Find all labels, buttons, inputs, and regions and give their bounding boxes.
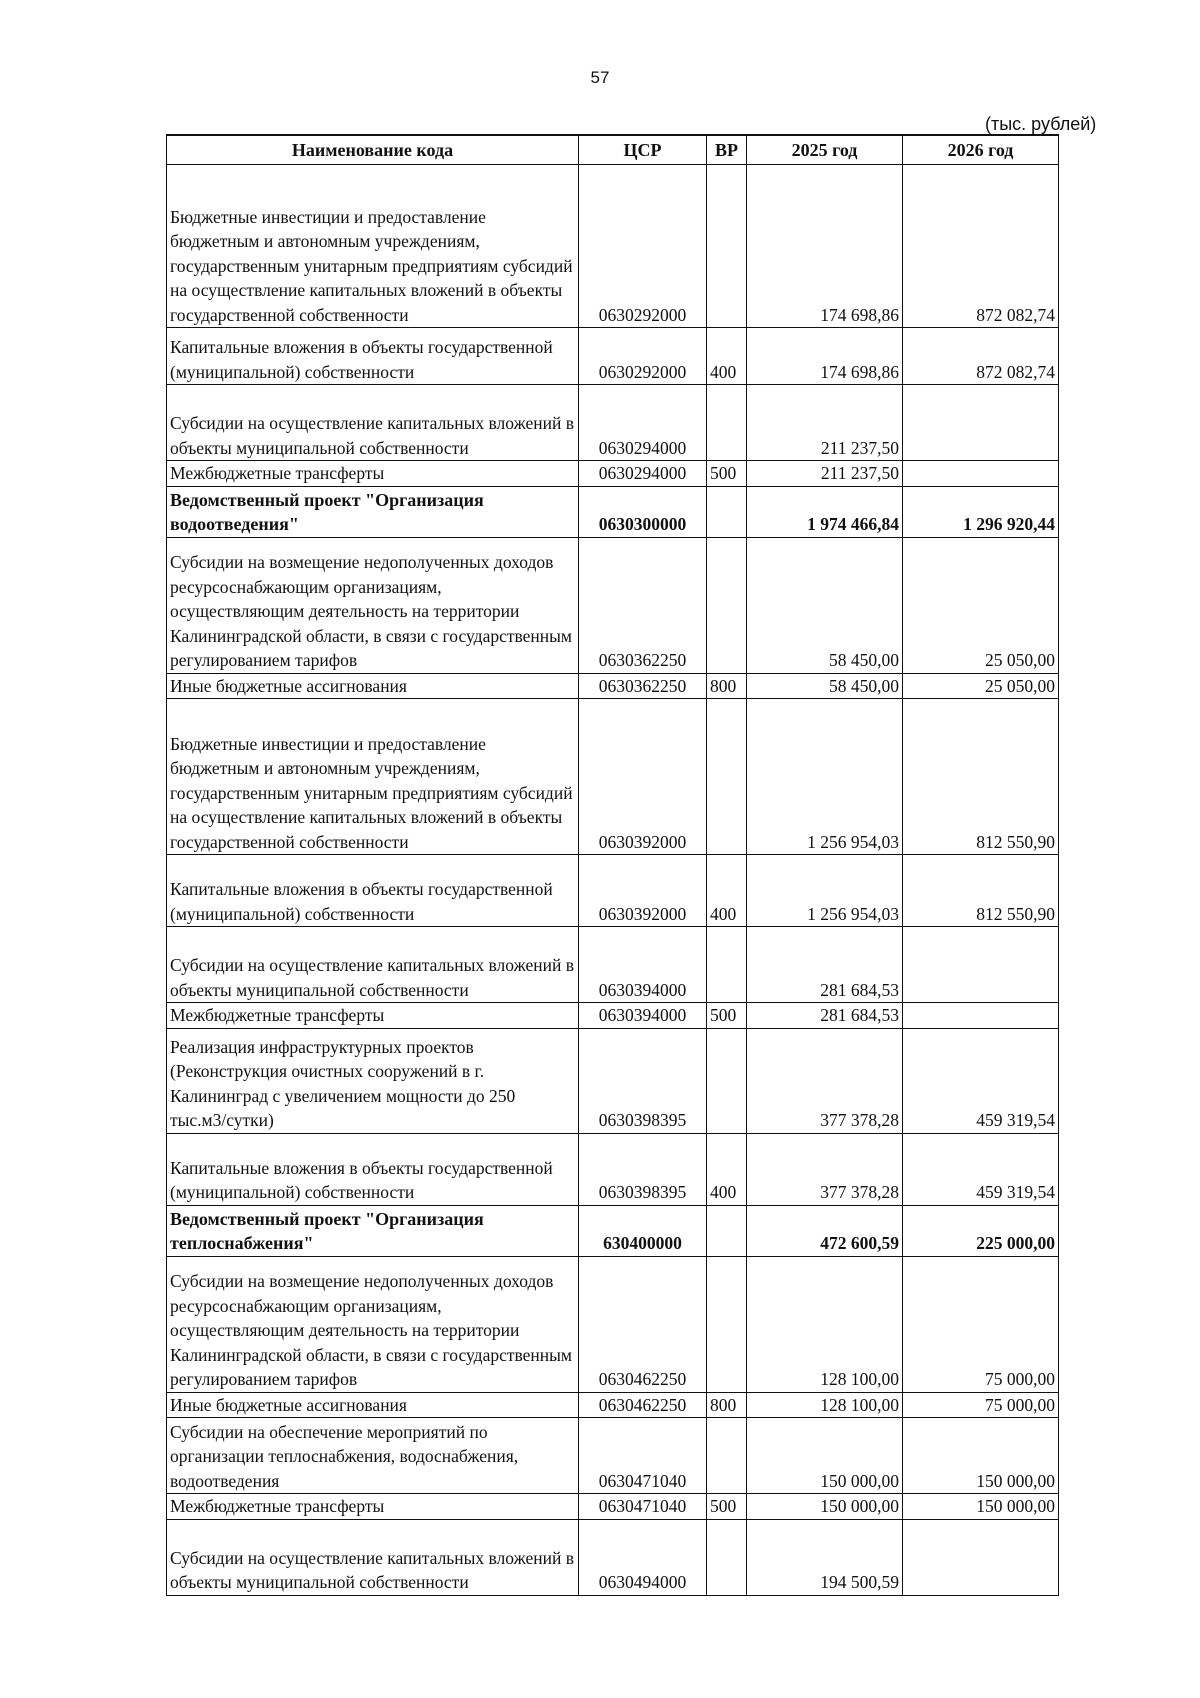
- table-header-row: [167, 135, 1059, 165]
- row-csr-cell: 0630471040: [579, 1494, 707, 1520]
- row-csr-cell: 0630362250: [579, 673, 707, 699]
- row-2025-cell: 174 698,86: [747, 328, 903, 385]
- row-2025-cell: 128 100,00: [747, 1392, 903, 1418]
- row-2025-cell: 194 500,59: [747, 1519, 903, 1595]
- row-2026-cell: 75 000,00: [903, 1256, 1059, 1392]
- row-csr-cell: 0630292000: [579, 165, 707, 328]
- row-csr-cell: 0630471040: [579, 1418, 707, 1494]
- row-name-cell: Субсидии на обеспечение мероприятий по организации теплоснабжения, водоснабжения, водоотведения: [167, 1418, 579, 1494]
- row-name-cell: Иные бюджетные ассигнования: [167, 673, 579, 699]
- row-name-cell: Межбюджетные трансферты: [167, 1494, 579, 1520]
- table-row: [167, 461, 1059, 487]
- table-row: [167, 385, 1059, 461]
- units-label: (тыс. рублей): [985, 114, 1097, 134]
- row-name-cell: Реализация инфраструктурных проектов (Реконструкция очистных сооружений в г. Калининград с увеличением мощности до 250 тыс.м3/сутки): [167, 1028, 579, 1133]
- row-2026-cell: 25 050,00: [903, 537, 1059, 673]
- row-vr-cell: [707, 385, 747, 461]
- row-vr-cell: [707, 1205, 747, 1256]
- row-2026-cell: [903, 1003, 1059, 1029]
- row-2026-cell: 872 082,74: [903, 328, 1059, 385]
- table-row: [167, 1028, 1059, 1133]
- row-name-cell: Бюджетные инвестиции и предоставление бюджетным и автономным учреждениям, государственным унитарным предприятиям субсидий на осуществление капитальных вложений в объекты государственной собственности: [167, 165, 579, 328]
- row-2026-cell: [903, 1519, 1059, 1595]
- row-2026-cell: [903, 461, 1059, 487]
- header-2026: 2026 год: [903, 135, 1059, 165]
- header-2025: 2025 год: [747, 135, 903, 165]
- row-name-cell: Капитальные вложения в объекты государственной (муниципальной) собственности: [167, 1133, 579, 1205]
- row-name-cell: Субсидии на возмещение недополученных доходов ресурсоснабжающим организациям, осуществляющим деятельность на территории Калининградской области, в связи с государственным регулированием тарифов: [167, 1256, 579, 1392]
- row-2026-cell: 75 000,00: [903, 1392, 1059, 1418]
- row-2025-cell: 211 237,50: [747, 461, 903, 487]
- table-row: [167, 673, 1059, 699]
- row-2026-cell: 25 050,00: [903, 673, 1059, 699]
- row-csr-cell: 0630294000: [579, 461, 707, 487]
- row-name-cell: Ведомственный проект "Организация теплоснабжения": [167, 1205, 579, 1256]
- row-csr-cell: 0630462250: [579, 1256, 707, 1392]
- header-name: Наименование кода: [167, 135, 579, 165]
- row-2025-cell: 377 378,28: [747, 1028, 903, 1133]
- row-csr-cell: 0630300000: [579, 486, 707, 537]
- row-vr-cell: [707, 1519, 747, 1595]
- table-row: [167, 1003, 1059, 1029]
- row-2025-cell: 211 237,50: [747, 385, 903, 461]
- row-vr-cell: [707, 486, 747, 537]
- row-2026-cell: 459 319,54: [903, 1133, 1059, 1205]
- row-name-cell: Межбюджетные трансферты: [167, 1003, 579, 1029]
- row-2025-cell: 150 000,00: [747, 1494, 903, 1520]
- row-vr-cell: 400: [707, 1133, 747, 1205]
- row-2026-cell: 1 296 920,44: [903, 486, 1059, 537]
- header-vr: ВР: [707, 135, 747, 165]
- row-2025-cell: 174 698,86: [747, 165, 903, 328]
- row-vr-cell: [707, 1256, 747, 1392]
- row-2026-cell: [903, 927, 1059, 1003]
- row-vr-cell: [707, 537, 747, 673]
- row-name-cell: Субсидии на осуществление капитальных вложений в объекты муниципальной собственности: [167, 1519, 579, 1595]
- row-2026-cell: 150 000,00: [903, 1418, 1059, 1494]
- row-vr-cell: 400: [707, 328, 747, 385]
- row-2026-cell: 225 000,00: [903, 1205, 1059, 1256]
- row-vr-cell: 800: [707, 673, 747, 699]
- row-2026-cell: 812 550,90: [903, 855, 1059, 927]
- row-2025-cell: 281 684,53: [747, 1003, 903, 1029]
- row-csr-cell: 630400000: [579, 1205, 707, 1256]
- table-row: [167, 537, 1059, 673]
- row-2025-cell: 1 256 954,03: [747, 855, 903, 927]
- row-vr-cell: [707, 927, 747, 1003]
- row-csr-cell: 0630392000: [579, 855, 707, 927]
- row-2025-cell: 58 450,00: [747, 673, 903, 699]
- row-csr-cell: 0630494000: [579, 1519, 707, 1595]
- row-name-cell: Ведомственный проект "Организация водоотведения": [167, 486, 579, 537]
- row-csr-cell: 0630394000: [579, 1003, 707, 1029]
- row-name-cell: Межбюджетные трансферты: [167, 461, 579, 487]
- row-vr-cell: [707, 1418, 747, 1494]
- row-name-cell: Субсидии на возмещение недополученных доходов ресурсоснабжающим организациям, осуществляющим деятельность на территории Калининградской области, в связи с государственным регулированием тарифов: [167, 537, 579, 673]
- row-name-cell: Бюджетные инвестиции и предоставление бюджетным и автономным учреждениям, государственным унитарным предприятиям субсидий на осуществление капитальных вложений в объекты государственной собственности: [167, 699, 579, 855]
- row-name-cell: Субсидии на осуществление капитальных вложений в объекты муниципальной собственности: [167, 385, 579, 461]
- row-2025-cell: 377 378,28: [747, 1133, 903, 1205]
- table-row: [167, 927, 1059, 1003]
- row-vr-cell: [707, 699, 747, 855]
- row-csr-cell: 0630292000: [579, 328, 707, 385]
- row-2026-cell: [903, 385, 1059, 461]
- row-name-cell: Иные бюджетные ассигнования: [167, 1392, 579, 1418]
- row-2025-cell: 1 256 954,03: [747, 699, 903, 855]
- table-row: [167, 1418, 1059, 1494]
- row-vr-cell: 500: [707, 1003, 747, 1029]
- row-vr-cell: 800: [707, 1392, 747, 1418]
- row-2026-cell: 459 319,54: [903, 1028, 1059, 1133]
- page-number: 57: [590, 68, 610, 87]
- row-vr-cell: 500: [707, 1494, 747, 1520]
- row-2025-cell: 472 600,59: [747, 1205, 903, 1256]
- row-vr-cell: 500: [707, 461, 747, 487]
- row-csr-cell: 0630294000: [579, 385, 707, 461]
- table-body: [167, 165, 1059, 1596]
- budget-table: [166, 134, 1059, 1596]
- row-csr-cell: 0630398395: [579, 1133, 707, 1205]
- row-2026-cell: 872 082,74: [903, 165, 1059, 328]
- row-2026-cell: 150 000,00: [903, 1494, 1059, 1520]
- table-row: [167, 328, 1059, 385]
- row-name-cell: Субсидии на осуществление капитальных вложений в объекты муниципальной собственности: [167, 927, 579, 1003]
- table-row: [167, 1133, 1059, 1205]
- table-row: [167, 1256, 1059, 1392]
- row-2025-cell: 128 100,00: [747, 1256, 903, 1392]
- row-name-cell: Капитальные вложения в объекты государственной (муниципальной) собственности: [167, 855, 579, 927]
- row-2025-cell: 1 974 466,84: [747, 486, 903, 537]
- row-name-cell: Капитальные вложения в объекты государственной (муниципальной) собственности: [167, 328, 579, 385]
- table-row: [167, 699, 1059, 855]
- header-csr: ЦСР: [579, 135, 707, 165]
- table-row: [167, 486, 1059, 537]
- row-vr-cell: [707, 165, 747, 328]
- table-row: [167, 1494, 1059, 1520]
- row-2025-cell: 281 684,53: [747, 927, 903, 1003]
- table-row: [167, 1392, 1059, 1418]
- row-2025-cell: 58 450,00: [747, 537, 903, 673]
- row-csr-cell: 0630392000: [579, 699, 707, 855]
- table-row: [167, 1205, 1059, 1256]
- row-2026-cell: 812 550,90: [903, 699, 1059, 855]
- row-vr-cell: 400: [707, 855, 747, 927]
- table-row: [167, 165, 1059, 328]
- table-row: [167, 1519, 1059, 1595]
- table-row: [167, 855, 1059, 927]
- row-csr-cell: 0630362250: [579, 537, 707, 673]
- row-vr-cell: [707, 1028, 747, 1133]
- row-csr-cell: 0630462250: [579, 1392, 707, 1418]
- row-2025-cell: 150 000,00: [747, 1418, 903, 1494]
- row-csr-cell: 0630394000: [579, 927, 707, 1003]
- row-csr-cell: 0630398395: [579, 1028, 707, 1133]
